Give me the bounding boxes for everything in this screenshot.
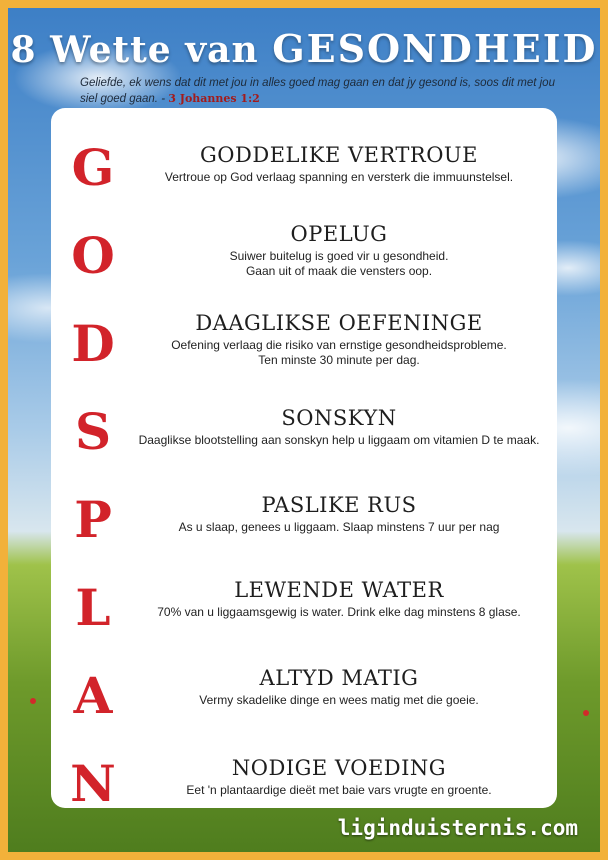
bible-verse xyxy=(80,76,560,107)
law-description-line: Gaan uit of maak die vensters oop. xyxy=(245,264,433,278)
law-title: GODDELIKE VERTROUE xyxy=(200,143,478,167)
title-part1: 8 Wette van xyxy=(10,29,259,71)
law-title: DAAGLIKSE OEFENINGE xyxy=(195,311,483,335)
poster-title xyxy=(8,26,600,71)
acrostic-letter-l: L xyxy=(75,578,111,637)
law-description xyxy=(111,693,567,708)
law-description-line: Suiwer buitelug is goed vir u gesondheid. xyxy=(229,249,449,263)
website-link[interactable]: liginduisternis.com xyxy=(337,816,578,840)
law-description xyxy=(111,783,567,798)
acrostic-letter-d: D xyxy=(71,314,115,373)
poppy-flower xyxy=(30,698,36,704)
law-item xyxy=(111,310,567,368)
law-description xyxy=(111,605,567,620)
law-description-line: Vertroue op God verlaag spanning en versterk die immuunstelsel. xyxy=(164,170,514,184)
law-description xyxy=(111,433,567,448)
law-title: ALTYD MATIG xyxy=(259,666,419,690)
law-description-line: Ten minste 30 minute per dag. xyxy=(258,353,420,367)
law-item xyxy=(111,755,567,798)
law-title: SONSKYN xyxy=(281,406,397,430)
law-title: LEWENDE WATER xyxy=(234,578,444,602)
law-title: OPELUG xyxy=(290,222,388,246)
acrostic-letter-o: O xyxy=(71,226,115,285)
acrostic-letter-n: N xyxy=(70,754,116,813)
title-part2: GESONDHEID xyxy=(272,26,598,71)
law-item xyxy=(111,221,567,279)
law-description-line: Eet 'n plantaardige dieët met baie vars vrugte en groente. xyxy=(186,783,492,797)
law-description xyxy=(111,338,567,368)
acrostic-letter-a: A xyxy=(73,666,113,725)
law-item xyxy=(111,577,567,620)
law-description xyxy=(111,249,567,279)
acrostic-letter-p: P xyxy=(74,490,112,549)
verse-text: Geliefde, ek wens dat dit met jou in alles goed mag gaan en dat jy gesond is, soos dit met jou siel goed gaan. - xyxy=(80,77,555,105)
law-description xyxy=(111,170,567,185)
law-title: PASLIKE RUS xyxy=(261,493,417,517)
law-item xyxy=(111,492,567,535)
poppy-flower xyxy=(583,710,589,716)
law-description-line: As u slaap, genees u liggaam. Slaap minstens 7 uur per nag xyxy=(178,520,500,534)
law-title: NODIGE VOEDING xyxy=(231,756,447,780)
law-item xyxy=(111,665,567,708)
law-description-line: 70% van u liggaamsgewig is water. Drink elke dag minstens 8 glase. xyxy=(157,605,521,619)
law-description-line: Daaglikse blootstelling aan sonskyn help u liggaam om vitamien D te maak. xyxy=(138,433,540,447)
law-description-line: Oefening verlaag die risiko van ernstige gesondheidsprobleme. xyxy=(171,338,507,352)
verse-reference: 3 Johannes 1:2 xyxy=(168,92,260,105)
law-item xyxy=(111,142,567,185)
law-description xyxy=(111,520,567,535)
law-description-line: Vermy skadelike dinge en wees matig met die goeie. xyxy=(199,693,479,707)
law-item xyxy=(111,405,567,448)
acrostic-letter-g: G xyxy=(71,138,115,197)
acrostic-letter-s: S xyxy=(74,402,112,461)
